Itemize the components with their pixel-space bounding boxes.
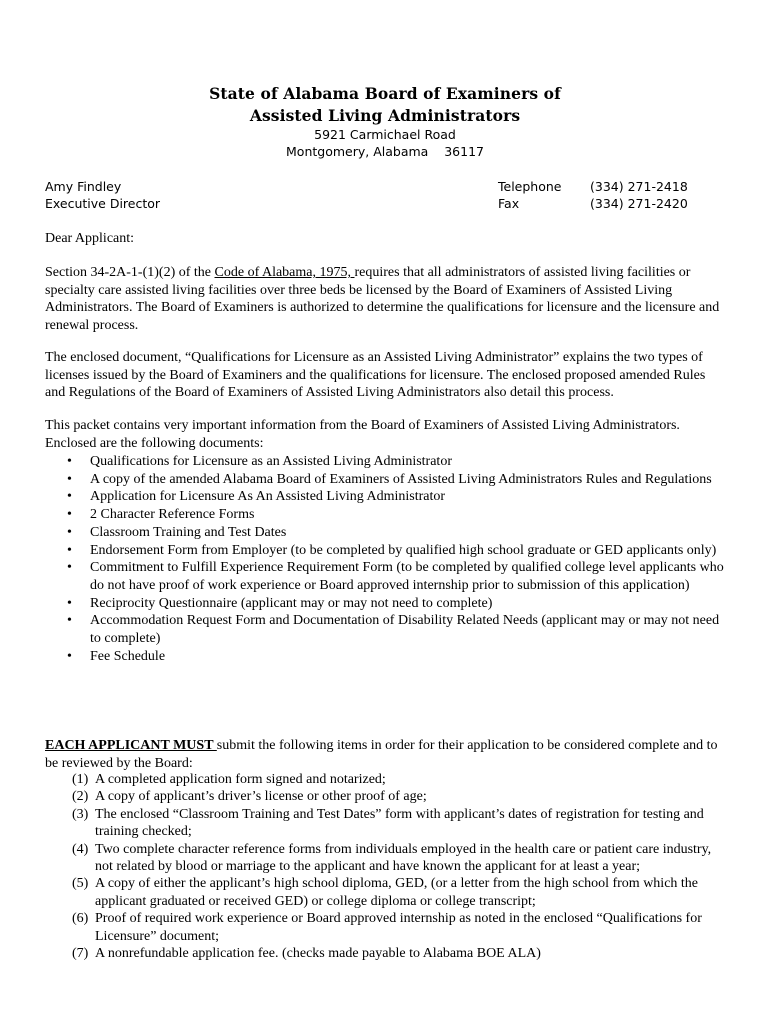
paragraph-qualifications: The enclosed document, “Qualifications for Licensure as an Assisted Living Administrator” explains the two types of licenses issued by the Board of Examiners and the qualifications for licensure. The enclosed proposed amended Rules and Regulations of the Board of Examiners of Assisted Living Administrators also detail this process.: [45, 350, 706, 400]
list-item: • Accommodation Request Form and Documentation of Disability Related Needs (applicant may or may not need to complete): [67, 613, 720, 647]
fax-number: (334) 271-2420: [590, 196, 688, 211]
list-item: • Commitment to Fulfill Experience Requirement Form (to be completed by qualified college level applicants who do not have proof of work experience or Board approved internship prior to submission of this application): [67, 560, 724, 593]
director-name: Amy Findley: [45, 179, 122, 194]
statute-intro: Section 34-2A-1-(1)(2) of the: [45, 265, 215, 280]
list-item: (6) Proof of required work experience or Board approved internship as noted in the enclosed “Qualifications for Licensure” document;: [72, 911, 702, 944]
list-item: • 2 Character Reference Forms: [67, 507, 255, 523]
list-item: • Application for Licensure As An Assisted Living Administrator: [67, 489, 446, 505]
telephone-number: (334) 271-2418: [590, 179, 688, 194]
address-street: 5921 Carmichael Road: [314, 127, 456, 142]
list-item: • A copy of the amended Alabama Board of Examiners of Assisted Living Administrators Rules and Regulations: [67, 471, 712, 487]
list-item: (4) Two complete character reference forms from individuals employed in the health care or patient care industry, not related by blood or marriage to the applicant and have known the applicant for at least a year;: [72, 841, 712, 875]
list-item: • Endorsement Form from Employer (to be completed by qualified high school graduate or GED applicants only): [67, 542, 717, 558]
statute-body: requires that all administrators of assisted living facilities or specialty care assisted living facilities over three beds be licensed by the Board of Examiners of Assisted Living Administrators. The Board of Examiners is authorized to determine the qualifications for licensure and the licensure and renewal process.: [45, 265, 720, 333]
enclosed-documents-list: [45, 453, 725, 665]
salutation: Dear Applicant:: [45, 231, 135, 246]
list-item: • Reciprocity Questionnaire (applicant may or may not need to complete): [67, 595, 493, 611]
list-item: (3) The enclosed “Classroom Training and Test Dates” form with applicant’s dates of registration for testing and training checked;: [72, 806, 704, 840]
paragraph-applicant-must: [45, 737, 725, 772]
list-item: • Fee Schedule: [67, 648, 166, 664]
requirements-list: [45, 771, 727, 962]
applicant-must-text: submit the following items in order for their application to be considered complete and to be reviewed by the Board:: [45, 738, 718, 771]
director-role: Executive Director: [45, 196, 161, 211]
fax-label: Fax: [498, 196, 520, 211]
applicant-must-heading: EACH APPLICANT MUST: [45, 738, 217, 753]
telephone-label: Telephone: [498, 179, 562, 194]
list-item: (2) A copy of applicant’s driver’s license or other proof of age;: [72, 789, 427, 805]
paragraph-packet: This packet contains very important information from the Board of Examiners of Assisted Living Administrators. Enclosed are the following documents:: [45, 418, 680, 451]
board-title-line1: State of Alabama Board of Examiners of: [209, 84, 561, 103]
list-item: (7) A nonrefundable application fee. (checks made payable to Alabama BOE ALA): [72, 946, 541, 962]
code-of-alabama-citation: Code of Alabama, 1975,: [214, 265, 355, 280]
board-title-line2: Assisted Living Administrators: [249, 106, 521, 125]
address-city: Montgomery, Alabama 36117: [286, 144, 484, 159]
paragraph-statute: [45, 264, 725, 334]
list-item: • Classroom Training and Test Dates: [67, 524, 287, 540]
list-item: • Qualifications for Licensure as an Assisted Living Administrator: [67, 454, 452, 469]
list-item: (5) A copy of either the applicant’s high school diploma, GED, (or a letter from the high school from which the applicant graduated or received GED) or college diploma or college transcript;: [72, 876, 699, 909]
list-item: (1) A completed application form signed and notarized;: [72, 772, 386, 787]
